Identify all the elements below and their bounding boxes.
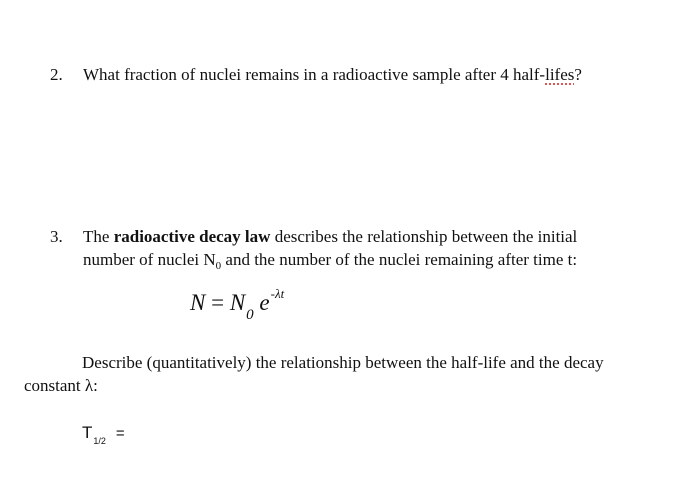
formula-e: e [259,290,270,315]
question-3-number: 3. [50,227,63,246]
q3-line2-post: and the number of the nuclei remaining after time t: [221,250,578,269]
half-life-answer [82,423,125,446]
question-2-number: 2. [50,65,63,84]
decay-law-term: radioactive decay law [113,227,271,246]
half-life-subscript: 1/2 [93,436,106,446]
q3-line2-pre: number of nuclei N [83,250,216,269]
half-life-symbol: T [82,423,93,442]
describe-line-2: constant λ: [24,376,98,395]
question-2-text-end: ? [574,65,582,84]
formula-lhs: N [190,290,206,315]
formula-exponent: -λt [270,286,285,301]
q3-line1-pre: The [83,227,114,246]
describe-line-1: Describe (quantitatively) the relationship between the half-life and the decay [82,353,604,372]
spellcheck-flagged-word[interactable]: lifes [545,65,575,84]
half-life-equals: = [115,425,125,442]
formula-equals: = [211,290,225,315]
question-2-text [83,65,582,85]
question-2-text-main: What fraction of nuclei remains in a radioactive sample after 4 half- [83,65,546,84]
n0-subscript: 0 [215,260,222,272]
question-3-line-1 [83,227,577,247]
decay-law-formula [190,286,285,323]
question-3-line-2 [83,250,577,272]
formula-n: N [229,290,246,315]
q3-line1-post: describes the relationship between the initial [270,227,578,246]
formula-n-subscript: 0 [246,307,254,323]
